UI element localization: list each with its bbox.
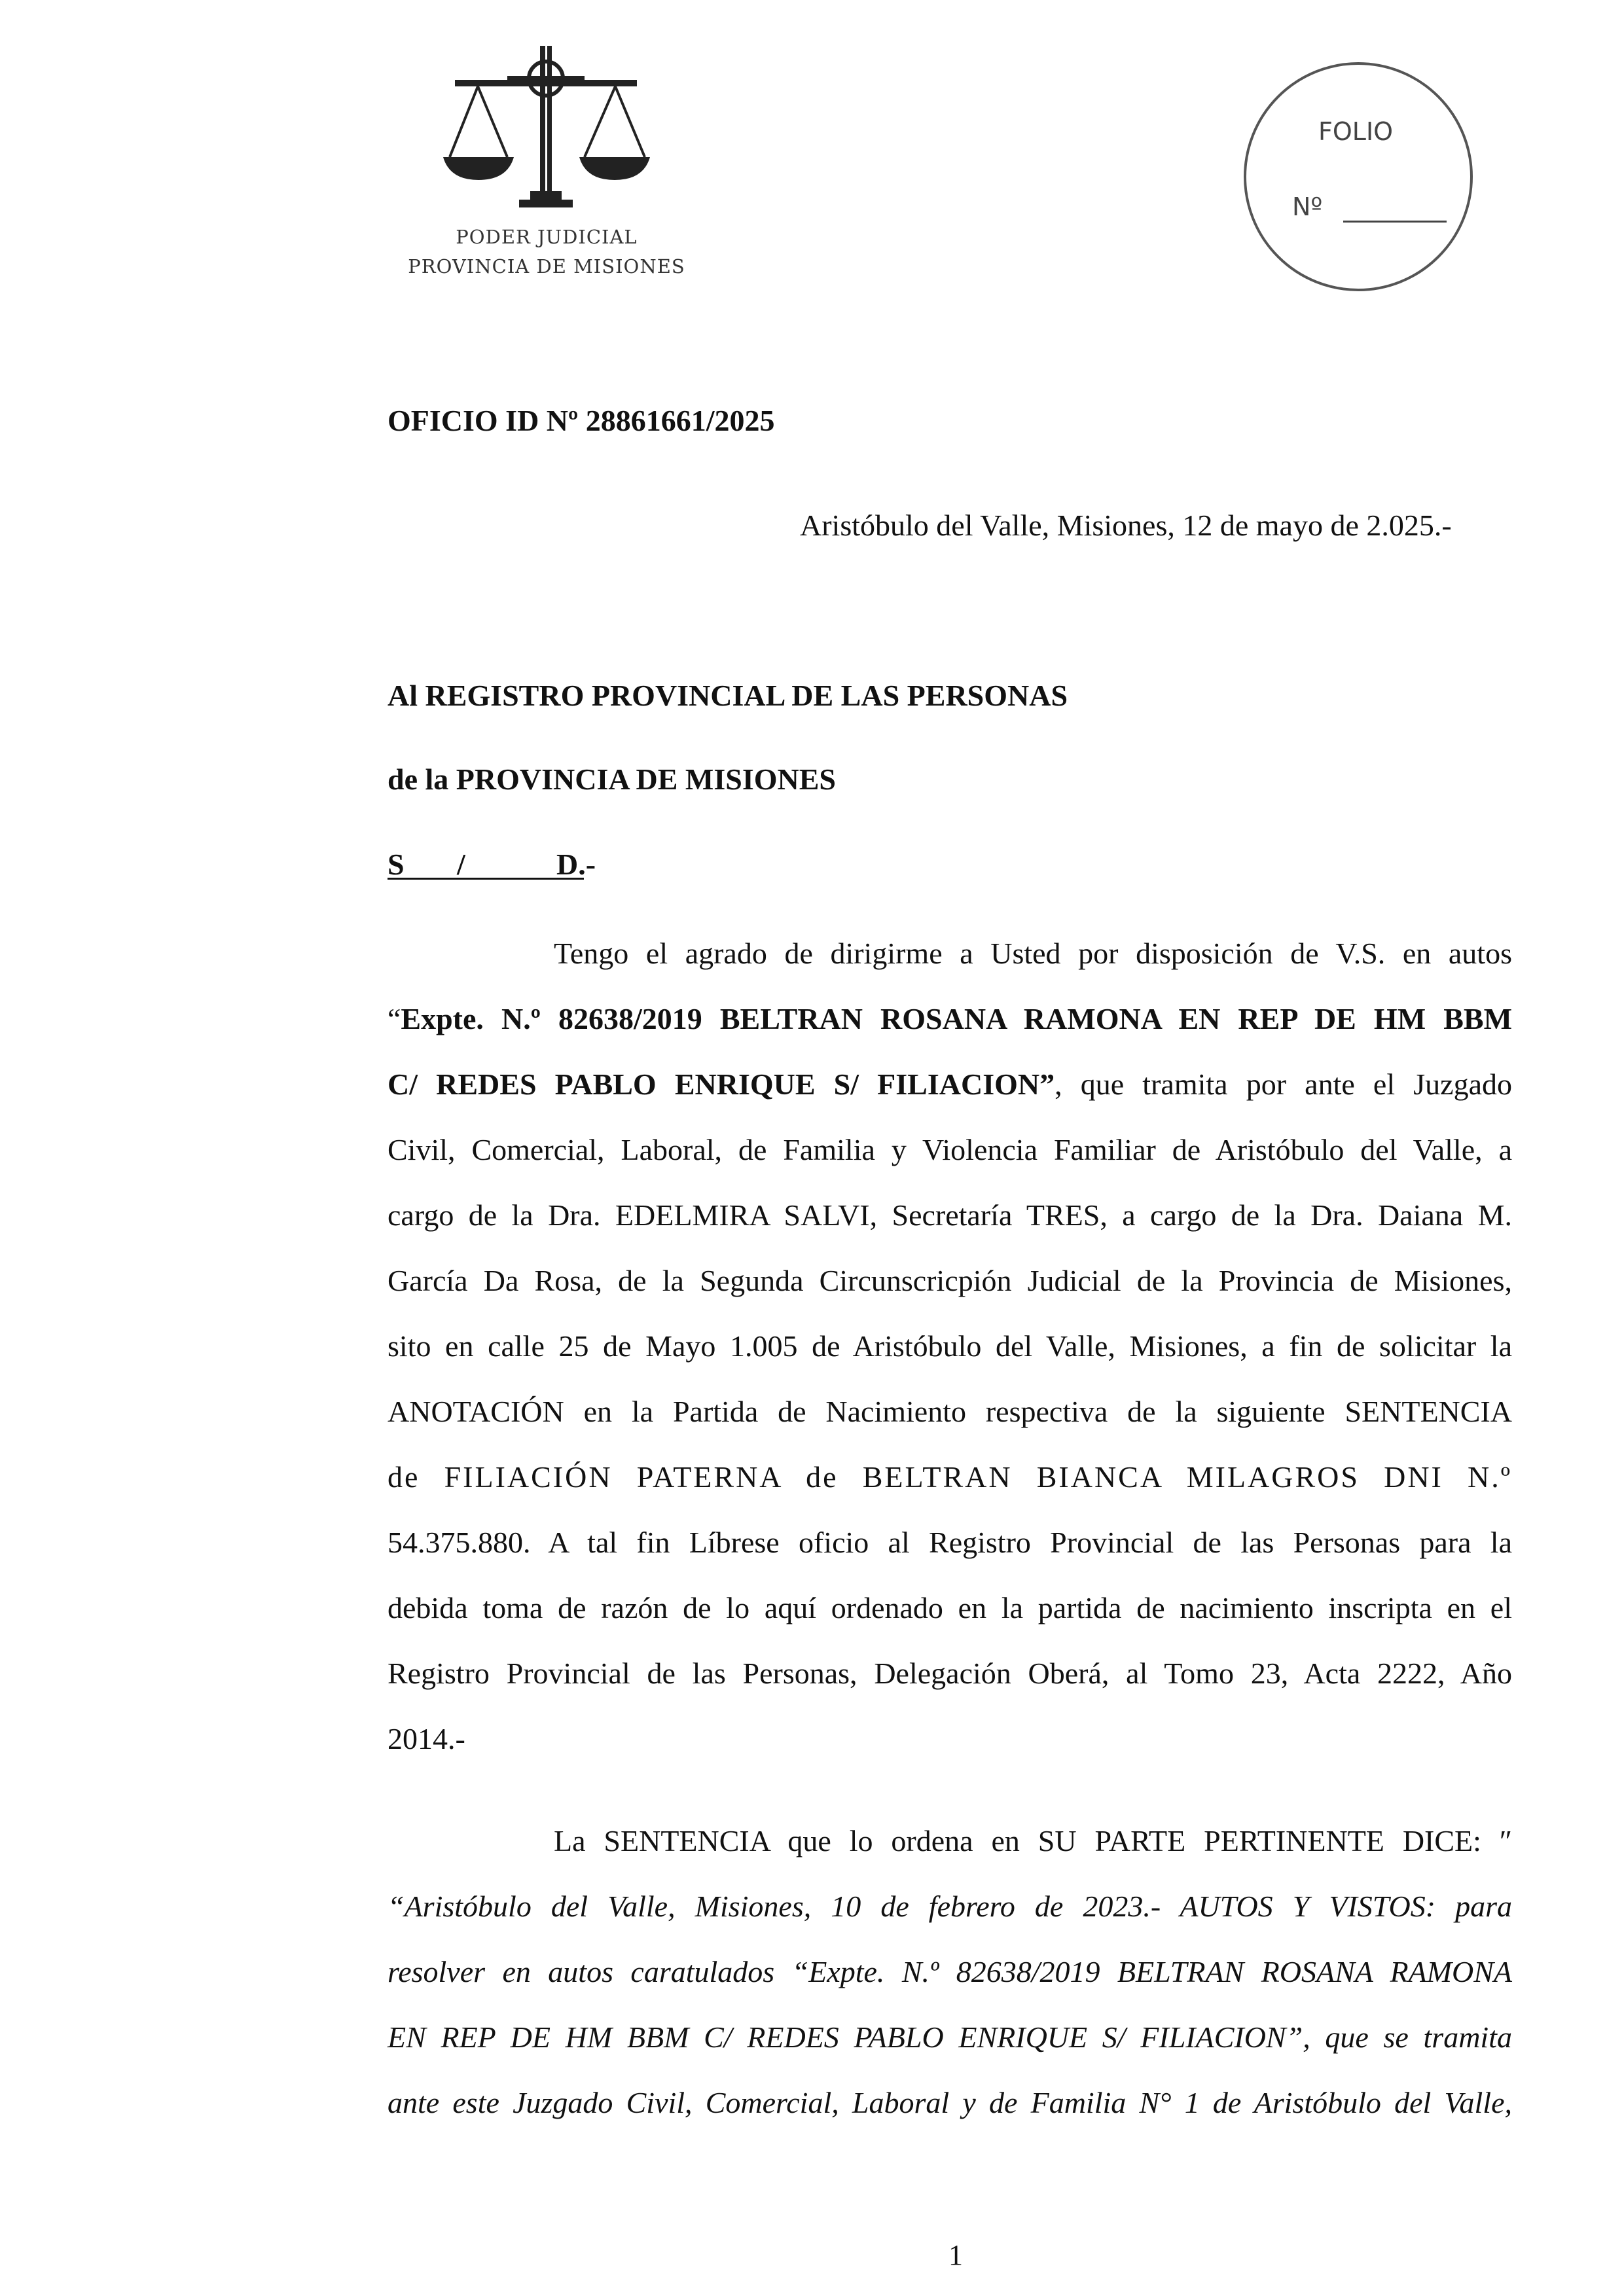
body-line-2 [388,1004,1512,1034]
body-line-7: sito en calle 25 de Mayo 1.005 de Aristóbulo del Valle, Misiones, a fin de solicitar la [388,1329,1512,1363]
logo-text-poder-judicial: PODER JUDICIAL [456,226,638,248]
recipient-line-1: Al REGISTRO PROVINCIAL DE LAS PERSONAS [388,679,1068,712]
expediente-title-part-1: Expte. N.º 82638/2019 BELTRAN ROSANA RAMONA EN REP DE HM BBM [401,1002,1512,1035]
recipient-line-2: de la PROVINCIA DE MISIONES [388,762,836,796]
sd-s: S [388,848,405,881]
body-line-13: 2014.- [388,1722,465,1755]
body-line-9: de FILIACIÓN PATERNA de BELTRAN BIANCA MILAGROS DNI N.º [388,1460,1512,1494]
sd-underline [388,878,584,880]
sd-d: D.- [556,848,596,881]
expediente-title-part-2: C/ REDES PABLO ENRIQUE S/ FILIACION” [388,1067,1055,1101]
body-line-2-open-quote: “ [388,1002,401,1035]
scales-of-justice-icon [442,39,651,223]
body-line-1: Tengo el agrado de dirigirme a Usted por disposición de V.S. en autos [554,937,1512,970]
sentence-line-4: ante este Juzgado Civil, Comercial, Laboral y de Familia N° 1 de Aristóbulo del Valle, [388,2086,1512,2119]
sentence-line-1: “Aristóbulo del Valle, Misiones, 10 de febrero de 2023.- AUTOS Y VISTOS: para [388,1890,1512,1923]
folio-number-blank [1343,221,1447,223]
poder-judicial-logo [403,39,691,288]
body-line-8: ANOTACIÓN en la Partida de Nacimiento respectiva de la siguiente SENTENCIA [388,1395,1512,1428]
body-line-3 [388,1069,1512,1100]
oficio-id: OFICIO ID Nº 28861661/2025 [388,404,775,437]
body-line-10: 54.375.880. A tal fin Líbrese oficio al Registro Provincial de las Personas para la [388,1526,1512,1559]
body-line-11: debida toma de razón de lo aquí ordenado en la partida de nacimiento inscripta en el [388,1591,1512,1624]
folio-number-label: Nº [1292,192,1323,221]
sentence-intro: La SENTENCIA que lo ordena en SU PARTE PERTINENTE DICE: ″ [554,1824,1512,1857]
sentence-line-3: EN REP DE HM BBM C/ REDES PABLO ENRIQUE S/ FILIACION”, que se tramita [388,2020,1512,2054]
body-line-3-rest: , que tramita por ante el Juzgado [1055,1067,1512,1101]
page-number: 1 [948,2239,963,2271]
body-line-5: cargo de la Dra. EDELMIRA SALVI, Secretaría TRES, a cargo de la Dra. Daiana M. [388,1198,1512,1232]
logo-text-provincia: PROVINCIA DE MISIONES [408,255,685,278]
body-line-12: Registro Provincial de las Personas, Delegación Oberá, al Tomo 23, Acta 2222, Año [388,1657,1512,1690]
body-line-4: Civil, Comercial, Laboral, de Familia y Violencia Familiar de Aristóbulo del Valle, a [388,1133,1512,1166]
sentence-line-2: resolver en autos caratulados “Expte. N.º 82638/2019 BELTRAN ROSANA RAMONA [388,1955,1512,1988]
sd-slash: / [457,848,465,881]
place-date: Aristóbulo del Valle, Misiones, 12 de mayo de 2.025.- [800,509,1452,542]
folio-label: FOLIO [1318,117,1394,146]
folio-stamp [1244,62,1473,291]
body-line-6: García Da Rosa, de la Segunda Circunscricpión Judicial de la Provincia de Misiones, [388,1264,1512,1297]
